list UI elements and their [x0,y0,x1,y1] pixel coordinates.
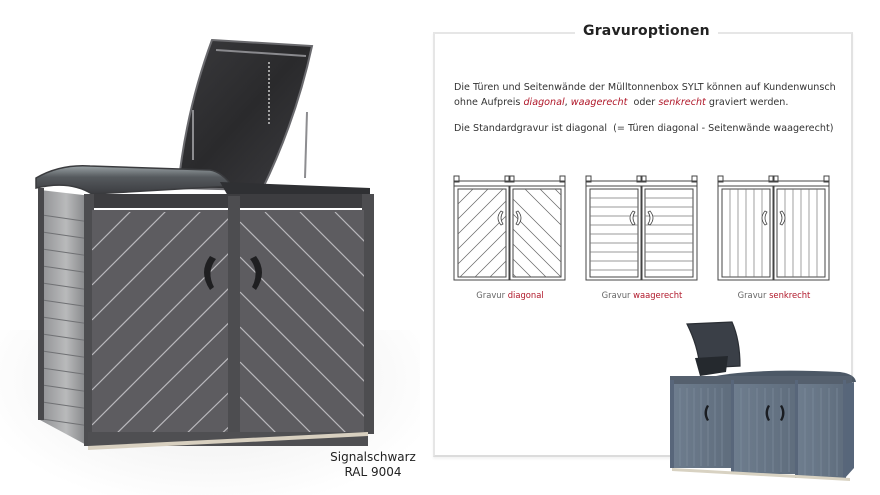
caption-name: diagonal [507,290,544,300]
caption-prefix: Gravur [601,290,634,300]
option-waagerecht-highlight: waagerecht [570,97,628,108]
intro-comma: , [564,97,571,108]
option-senkrecht-highlight: senkrecht [658,97,706,108]
option-caption [697,290,851,300]
caption-prefix: Gravur [476,290,508,300]
intro-connector: oder [627,97,659,108]
intro-text [454,80,854,110]
vertical-engraving-diagram [717,174,831,282]
caption-name: waagerecht [633,290,683,300]
option-diagonal [453,174,567,300]
option-senkrecht [717,174,831,300]
handle-icon [648,211,653,225]
standard-engraving-note: Die Standardgravur ist diagonal (= Türen diagonal - Seitenwände waagerecht) [454,123,834,134]
intro-suffix: graviert werden. [705,97,789,108]
horizontal-engraving-diagram [585,174,699,282]
option-caption [433,290,587,300]
caption-name: senkrecht [769,290,811,300]
caption-prefix: Gravur [737,290,770,300]
color-name: Signalschwarz [330,450,416,464]
bin-enclosure-illustration [0,0,420,495]
three-bin-enclosure-illustration [660,318,860,493]
product-photo [0,0,420,495]
handle-icon [630,211,635,225]
intro-line-1: Die Türen und Seitenwände der Mülltonnenbox SYLT können auf Kundenwunsch [454,82,836,93]
handle-icon [780,211,785,225]
option-caption [565,290,719,300]
option-diagonal-highlight: diagonal [523,97,565,108]
option-waagerecht [585,174,699,300]
color-caption [318,450,428,480]
color-code: RAL 9004 [344,465,402,479]
three-bin-enclosure-photo [660,318,860,495]
panel-title: Gravuroptionen [575,22,718,40]
handle-icon [762,211,767,225]
intro-prefix: ohne Aufpreis [454,97,524,108]
diagonal-engraving-diagram [453,174,567,282]
intro-line-2 [454,95,854,110]
